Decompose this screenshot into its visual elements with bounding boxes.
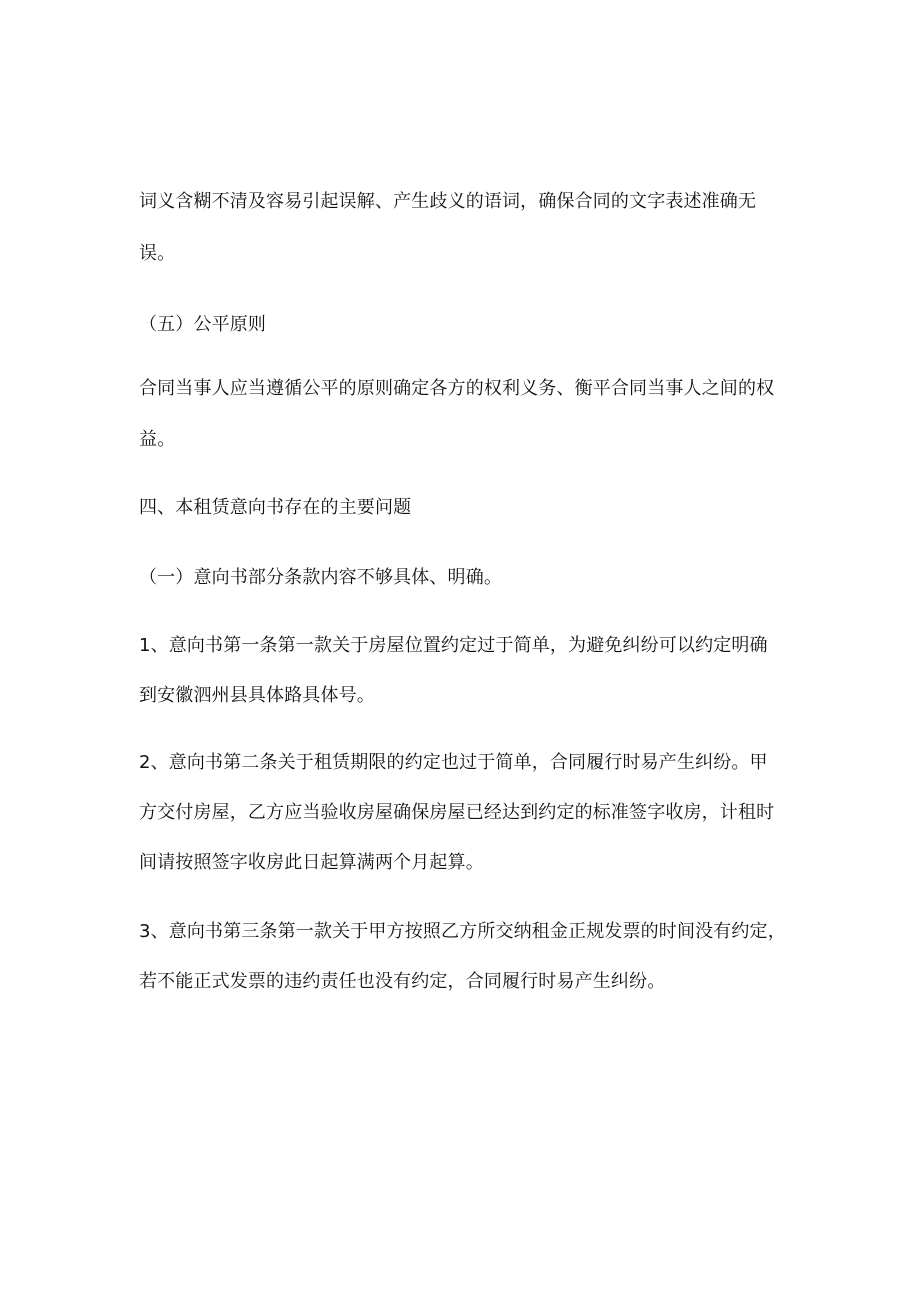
item-3-line-1: 3、意向书第三条第一款关于甲方按照乙方所交纳租金正规发票的时间没有约定， xyxy=(139,921,786,942)
paragraph-fairness-line-2: 益。 xyxy=(139,429,176,450)
heading-fairness-principle: （五）公平原则 xyxy=(139,314,267,335)
heading-subsection-one: （一）意向书部分条款内容不够具体、明确。 xyxy=(139,567,502,588)
heading-section-four: 四、本租赁意向书存在的主要问题 xyxy=(139,497,412,518)
item-2-line-2: 方交付房屋，乙方应当验收房屋确保房屋已经达到约定的标准签字收房，计租时 xyxy=(139,802,775,823)
paragraph-clarity-line-1: 词义含糊不清及容易引起误解、产生歧义的语词，确保合同的文字表述准确无 xyxy=(139,191,757,212)
item-1-line-1: 1、意向书第一条第一款关于房屋位置约定过于简单，为避免纠纷可以约定明确 xyxy=(139,635,768,656)
paragraph-fairness-line-1: 合同当事人应当遵循公平的原则确定各方的权利义务、衡平合同当事人之间的权 xyxy=(139,378,775,399)
paragraph-clarity-line-2: 误。 xyxy=(139,243,176,264)
item-3-line-2: 若不能正式发票的违约责任也没有约定，合同履行时易产生纠纷。 xyxy=(139,971,666,992)
item-1-line-2: 到安徽泗州县具体路具体号。 xyxy=(139,685,375,706)
item-2-line-3: 间请按照签字收房此日起算满两个月起算。 xyxy=(139,852,484,873)
item-2-line-1: 2、意向书第二条关于租赁期限的约定也过于简单，合同履行时易产生纠纷。甲 xyxy=(139,752,768,773)
